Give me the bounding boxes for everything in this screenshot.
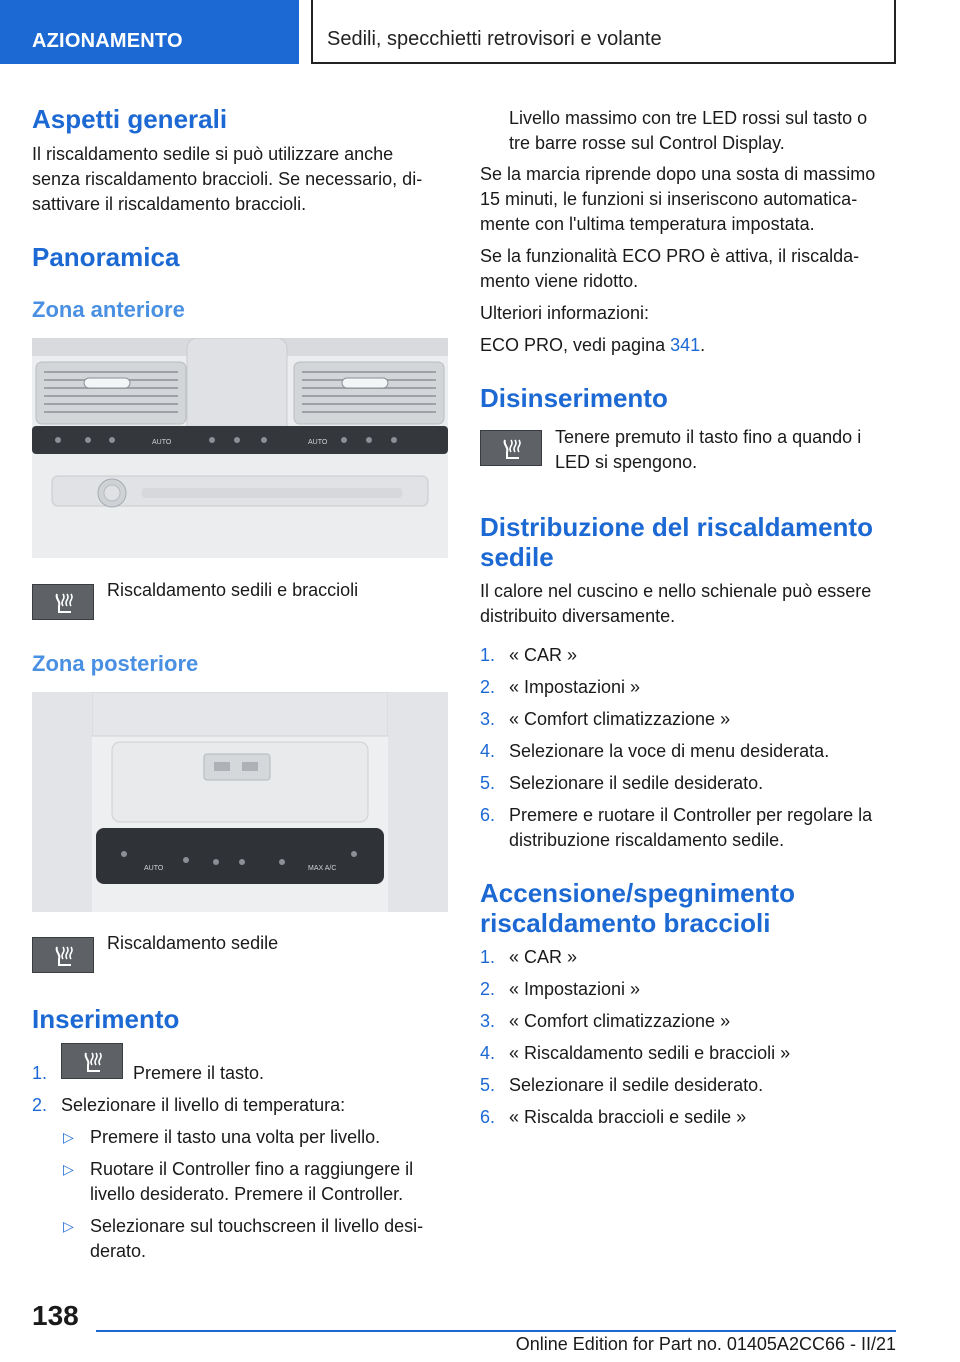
front-panel-label: AUTO xyxy=(152,439,172,446)
step2-text: Selezionare il livello di temperatura: xyxy=(61,1095,346,1115)
rear-panel-label: AUTO xyxy=(144,865,164,872)
eco-page-link[interactable]: 341 xyxy=(670,335,701,355)
step-number: 2. xyxy=(480,979,496,999)
bullet-3a: Selezionare sul touchscreen il livello desi- xyxy=(90,1216,424,1236)
heading-general: Aspetti generali xyxy=(32,104,228,134)
arm-step: « Comfort climatizzazione » xyxy=(509,1011,731,1031)
seat-heating-button-image xyxy=(32,584,94,620)
dist-step: Selezionare la voce di menu desiderata. xyxy=(509,741,830,761)
bullet-marker: ▷ xyxy=(63,1218,74,1234)
chapter-title: Sedili, specchietti retrovisori e volante xyxy=(311,0,896,64)
dist-step-cont: distribuzione riscaldamento sedile. xyxy=(509,830,785,850)
p-resume-3: mente con l'ultima temperatura impostata. xyxy=(480,214,815,234)
p-general-2: senza riscaldamento braccioli. Se necessario, di- xyxy=(32,169,423,189)
dist-step: Selezionare il sedile desiderato. xyxy=(509,773,764,793)
front-console-photo xyxy=(32,338,448,558)
heading-overview: Panoramica xyxy=(32,242,180,272)
bullet-2b: livello desiderato. Premere il Controller. xyxy=(90,1184,404,1204)
p-dist-1: Il calore nel cuscino e nello schienale può essere xyxy=(480,581,872,601)
p-general-3: sattivare il riscaldamento braccioli. xyxy=(32,194,307,214)
step-number: 2. xyxy=(32,1095,48,1115)
seat-heating-icon xyxy=(499,437,525,461)
seat-heating-icon xyxy=(51,944,77,968)
heading-on: Inserimento xyxy=(32,1004,180,1034)
dist-step: « Impostazioni » xyxy=(509,677,641,697)
heading-arm-1: Accensione/spegnimento xyxy=(480,878,795,908)
arm-step: « Impostazioni » xyxy=(509,979,641,999)
step-number: 1. xyxy=(480,645,496,665)
step-number: 5. xyxy=(480,1075,496,1095)
heading-dist-1: Distribuzione del riscaldamento xyxy=(480,512,873,542)
arm-step: Selezionare il sedile desiderato. xyxy=(509,1075,764,1095)
seat-heating-button-image xyxy=(61,1043,123,1079)
p-top-2: tre barre rosse sul Control Display. xyxy=(509,133,785,153)
seat-heating-icon xyxy=(80,1050,106,1074)
front-panel-label: AUTO xyxy=(308,439,328,446)
off-text-1: Tenere premuto il tasto fino a quando i xyxy=(555,427,862,447)
dist-step: Premere e ruotare il Controller per regolare la xyxy=(509,805,873,825)
heading-arm-2: riscaldamento braccioli xyxy=(480,908,771,938)
rear-console-photo xyxy=(32,692,448,912)
heading-dist-2: sedile xyxy=(480,542,554,572)
step-number: 5. xyxy=(480,773,496,793)
seat-heating-icon xyxy=(51,591,77,615)
bullet-3b: derato. xyxy=(90,1241,147,1261)
bullet-2a: Ruotare il Controller fino a raggiungere il xyxy=(90,1159,414,1179)
p-dist-2: distribuito diversamente. xyxy=(480,606,676,626)
seat-heating-button-image xyxy=(32,937,94,973)
arm-step: « Riscalda braccioli e sedile » xyxy=(509,1107,747,1127)
front-caption: Riscaldamento sedili e braccioli xyxy=(107,580,359,600)
bullet-marker: ▷ xyxy=(63,1161,74,1177)
p-resume-2: 15 minuti, le funzioni si inseriscono automatica- xyxy=(480,189,858,209)
step-number: 2. xyxy=(480,677,496,697)
p-eco-1: Se la funzionalità ECO PRO è attiva, il riscalda- xyxy=(480,246,860,266)
p-top-1: Livello massimo con tre LED rossi sul tasto o xyxy=(509,108,868,128)
step-number: 4. xyxy=(480,741,496,761)
step1-text: Premere il tasto. xyxy=(133,1063,265,1083)
step-number: 3. xyxy=(480,709,496,729)
section-tab: AZIONAMENTO xyxy=(0,0,299,64)
step-number: 6. xyxy=(480,1107,496,1127)
arm-step: « CAR » xyxy=(509,947,578,967)
heading-front: Zona anteriore xyxy=(32,297,185,322)
heading-rear: Zona posteriore xyxy=(32,651,199,676)
bullet-1: Premere il tasto una volta per livello. xyxy=(90,1127,381,1147)
step-number: 1. xyxy=(480,947,496,967)
step-number: 4. xyxy=(480,1043,496,1063)
bullet-marker: ▷ xyxy=(63,1129,74,1145)
dist-step: « CAR » xyxy=(509,645,578,665)
eco-ref-text: ECO PRO, vedi pagina xyxy=(480,335,666,355)
p-resume-1: Se la marcia riprende dopo una sosta di massimo xyxy=(480,164,876,184)
rear-caption: Riscaldamento sedile xyxy=(107,933,279,953)
footer-divider xyxy=(96,1330,896,1332)
dist-step: « Comfort climatizzazione » xyxy=(509,709,731,729)
rear-panel-label: MAX A/C xyxy=(308,865,337,872)
p-general-1: Il riscaldamento sedile si può utilizzare anche xyxy=(32,144,394,164)
off-text-2: LED si spengono. xyxy=(555,452,698,472)
p-eco-ref xyxy=(480,333,705,358)
edition-note: Online Edition for Part no. 01405A2CC66 - II/21 xyxy=(515,1334,896,1354)
step-number: 3. xyxy=(480,1011,496,1031)
seat-heating-button-image xyxy=(480,430,542,466)
heading-off: Disinserimento xyxy=(480,383,668,413)
p-more: Ulteriori informazioni: xyxy=(480,303,650,323)
arm-step: « Riscaldamento sedili e braccioli » xyxy=(509,1043,791,1063)
p-eco-2: mento viene ridotto. xyxy=(480,271,639,291)
step-number: 1. xyxy=(32,1063,48,1083)
eco-ref-dot: . xyxy=(700,335,706,355)
step-number: 6. xyxy=(480,805,496,825)
page-number: 138 xyxy=(32,1300,79,1331)
